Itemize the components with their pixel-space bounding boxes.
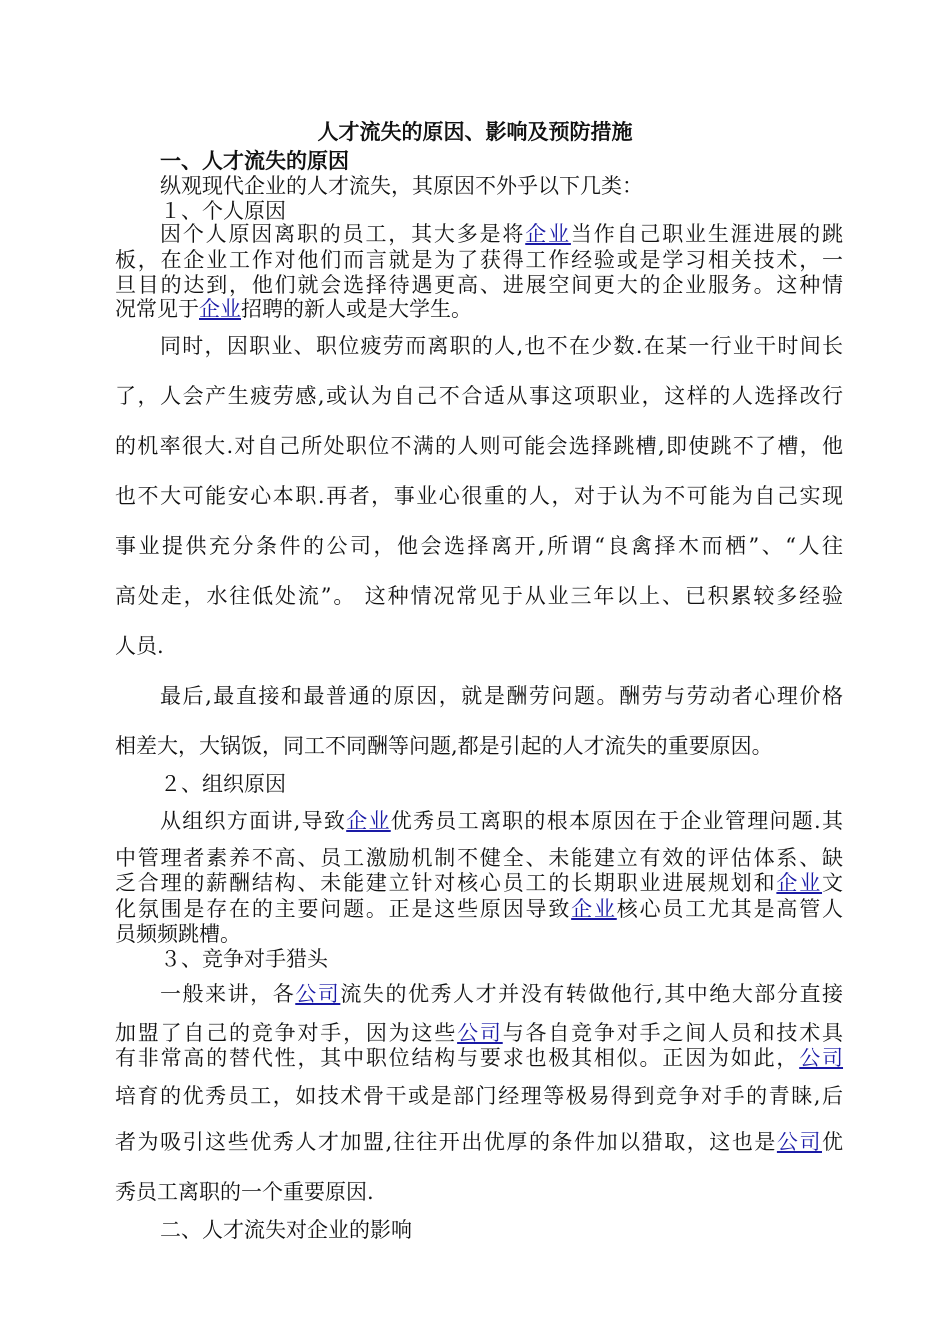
document-title: 人才流失的原因、影响及预防措施	[317, 119, 633, 144]
paragraph-line: 因个人原因离职的员工，其大多是将企业当作自己职业生涯进展的跳	[160, 222, 844, 246]
paragraph-line: 乏合理的薪酬结构、未能建立针对核心员工的长期职业进展规划和企业文	[115, 871, 844, 895]
subheading-organization: ２、组织原因	[160, 772, 286, 796]
paragraph-line: 相差大，大锅饭，同工不同酬等问题,都是引起的人才流失的重要原因。	[115, 734, 773, 758]
paragraph-line: 加盟了自己的竞争对手，因为这些公司与各自竞争对手之间人员和技术具	[115, 1021, 844, 1045]
paragraph-line: 的机率很大.对自己所处职位不满的人则可能会选择跳槽,即使跳不了槽，他	[115, 434, 843, 458]
paragraph-line: 员频频跳槽。	[115, 922, 241, 946]
paragraph-line: 高处走，水往低处流”。 这种情况常见于从业三年以上、已积累较多经验	[115, 584, 843, 608]
company-link[interactable]: 公司	[776, 1130, 822, 1154]
company-link[interactable]: 公司	[457, 1021, 503, 1045]
intro-text: 纵观现代企业的人才流失，其原因不外乎以下几类：	[160, 174, 643, 198]
subheading-competitors: ３、竞争对手猎头	[160, 947, 328, 971]
paragraph-line: 旦目的达到，他们就会选择待遇更高、进展空间更大的企业服务。这种情	[115, 273, 843, 297]
paragraph-line: 一般来讲，各公司流失的优秀人才并没有转做他行,其中绝大部分直接	[160, 982, 843, 1006]
paragraph-line: 中管理者素养不高、员工激励机制不健全、未能建立有效的评估体系、缺	[115, 846, 843, 870]
enterprise-link[interactable]: 企业	[571, 897, 617, 921]
section-heading-1: 一、人才流失的原因	[160, 148, 349, 173]
paragraph-line: 秀员工离职的一个重要原因.	[115, 1180, 374, 1204]
paragraph-line: 人员.	[115, 634, 164, 658]
company-link[interactable]: 公司	[295, 982, 341, 1006]
enterprise-link[interactable]: 企业	[525, 222, 571, 246]
paragraph-line: 板，在企业工作对他们而言就是为了获得工作经验或是学习相关技术，一	[115, 248, 843, 272]
enterprise-link[interactable]: 企业	[776, 871, 823, 895]
subheading-personal: １、个人原因	[160, 199, 286, 223]
paragraph-line: 同时，因职业、职位疲劳而离职的人,也不在少数.在某一行业干时间长	[160, 334, 843, 358]
section-heading-2: 二、人才流失对企业的影响	[160, 1218, 412, 1242]
paragraph-line: 况常见于企业招聘的新人或是大学生。	[115, 297, 472, 321]
paragraph-line: 者为吸引这些优秀人才加盟,往往开出优厚的条件加以猎取，这也是公司优	[115, 1130, 843, 1154]
paragraph-line: 有非常高的替代性，其中职位结构与要求也极其相似。正因为如此，公司	[115, 1046, 844, 1070]
paragraph-line: 从组织方面讲,导致企业优秀员工离职的根本原因在于企业管理问题.其	[160, 809, 843, 833]
paragraph-line: 事业提供充分条件的公司，他会选择离开,所谓“良禽择木而栖”、“人往	[115, 534, 843, 558]
paragraph-line: 也不大可能安心本职.再者，事业心很重的人，对于认为不可能为自己实现	[115, 484, 843, 508]
paragraph-line: 培育的优秀员工，如技术骨干或是部门经理等极易得到竞争对手的青睐,后	[115, 1084, 843, 1108]
paragraph-line: 化氛围是存在的主要问题。正是这些原因导致企业核心员工尤其是高管人	[115, 897, 844, 921]
enterprise-link[interactable]: 企业	[346, 809, 391, 833]
enterprise-link[interactable]: 企业	[199, 297, 241, 321]
company-link[interactable]: 公司	[799, 1046, 844, 1070]
paragraph-line: 了，人会产生疲劳感,或认为自己不合适从事这项职业，这样的人选择改行	[115, 384, 843, 408]
paragraph-line: 最后,最直接和最普通的原因，就是酬劳问题。酬劳与劳动者心理价格	[160, 684, 843, 708]
